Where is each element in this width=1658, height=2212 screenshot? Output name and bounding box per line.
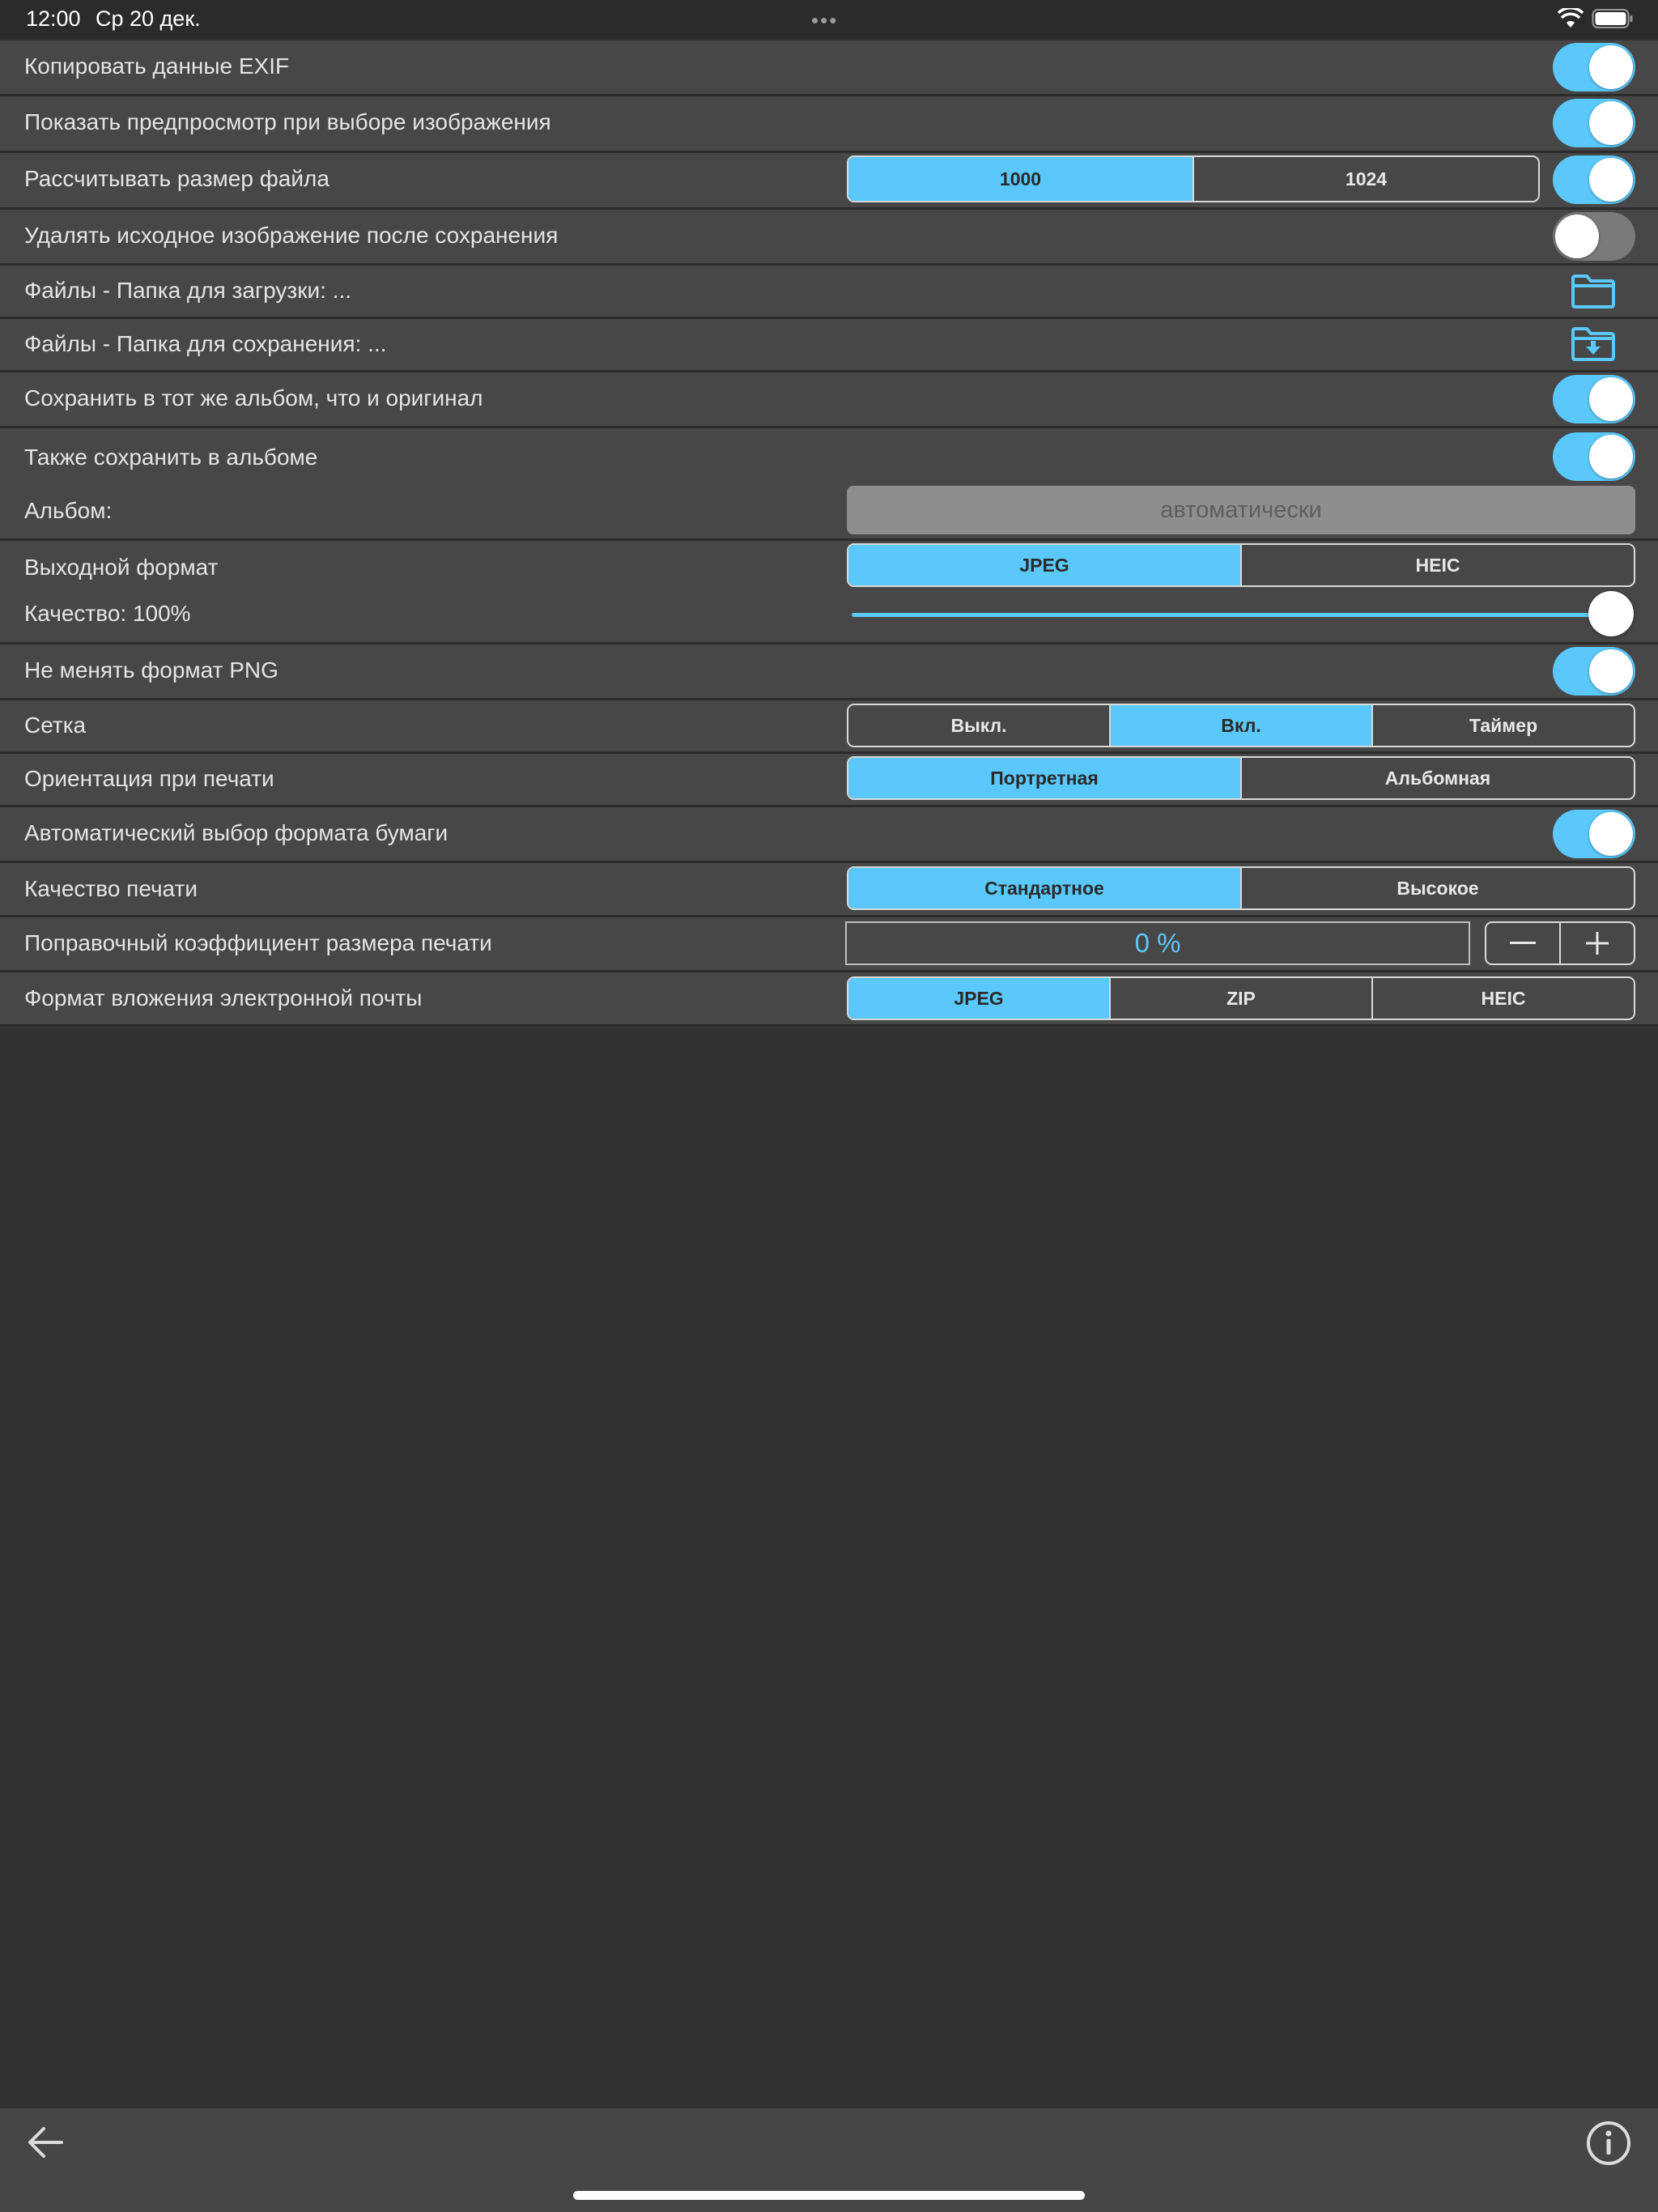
print-correction-stepper[interactable]	[1485, 921, 1635, 965]
segment-portrait[interactable]: Портретная	[848, 758, 1240, 798]
minus-icon	[1510, 942, 1536, 945]
auto-paper-label: Автоматический выбор формата бумаги	[24, 820, 449, 845]
album-field[interactable]: автоматически	[847, 486, 1635, 534]
segment-grid-off[interactable]: Выкл.	[950, 714, 1007, 736]
segment-grid-timer[interactable]: Таймер	[1371, 705, 1634, 746]
segment-jpeg[interactable]: JPEG	[848, 545, 1240, 585]
also-save-album-toggle[interactable]	[1553, 432, 1635, 481]
segment-standard[interactable]: Стандартное	[848, 868, 1240, 908]
row-save-folder	[0, 319, 1658, 370]
quality-slider-track[interactable]	[852, 613, 1605, 617]
wifi-icon	[1558, 8, 1584, 33]
row-output-format	[0, 541, 1658, 642]
save-same-album-label: Сохранить в тот же альбом, что и оригинал	[24, 385, 483, 410]
quality-slider-thumb[interactable]	[1588, 591, 1634, 636]
segment-email-zip[interactable]: ZIP	[1109, 978, 1371, 1019]
copy-exif-label: Копировать данные EXIF	[24, 53, 290, 79]
upload-folder-label: Файлы - Папка для загрузки: ...	[24, 278, 352, 303]
row-keep-png	[0, 644, 1658, 698]
email-format-label: Формат вложения электронной почты	[24, 985, 423, 1010]
calc-file-size-toggle[interactable]	[1553, 155, 1635, 204]
copy-exif-toggle[interactable]	[1553, 43, 1635, 91]
row-auto-paper	[0, 807, 1658, 861]
album-label: Альбом:	[24, 498, 113, 523]
stepper-plus-button[interactable]	[1559, 923, 1634, 963]
row-print-quality	[0, 863, 1658, 915]
battery-icon	[1592, 8, 1634, 33]
segment-grid-on[interactable]: Вкл.	[1109, 705, 1371, 746]
calc-file-size-label: Рассчитывать размер файла	[24, 166, 329, 191]
print-quality-segmented[interactable]	[847, 866, 1635, 910]
segment-1024[interactable]: 1024	[1192, 157, 1538, 201]
save-folder-label: Файлы - Папка для сохранения: ...	[24, 331, 387, 356]
stepper-minus-button[interactable]	[1486, 923, 1559, 963]
show-preview-toggle[interactable]	[1553, 99, 1635, 147]
folder-icon[interactable]	[1571, 274, 1616, 313]
print-correction-label: Поправочный коэффициент размера печати	[24, 930, 492, 955]
row-print-orientation	[0, 754, 1658, 805]
auto-paper-toggle[interactable]	[1553, 810, 1635, 858]
segment-heic[interactable]: HEIC	[1240, 545, 1634, 585]
print-quality-label: Качество печати	[24, 876, 198, 901]
also-save-album-label: Также сохранить в альбоме	[24, 445, 318, 470]
print-correction-field[interactable]: 0 %	[845, 921, 1470, 965]
row-copy-exif	[0, 40, 1658, 94]
plus-icon	[1586, 932, 1609, 955]
segment-landscape[interactable]: Альбомная	[1240, 758, 1634, 798]
show-preview-label: Показать предпросмотр при выборе изображения	[24, 109, 551, 134]
status-bar	[0, 0, 1658, 39]
grid-label: Сетка	[24, 713, 87, 738]
row-upload-folder	[0, 266, 1658, 317]
file-size-segmented[interactable]	[847, 155, 1540, 202]
home-indicator	[573, 2191, 1085, 2200]
segment-email-heic[interactable]: HEIC	[1371, 978, 1634, 1019]
keep-png-toggle[interactable]	[1553, 647, 1635, 696]
save-same-album-toggle[interactable]	[1553, 375, 1635, 423]
email-format-segmented[interactable]	[847, 976, 1635, 1020]
multitasking-dots[interactable]: •••	[811, 8, 839, 32]
row-save-same-album	[0, 372, 1658, 426]
segment-email-jpeg[interactable]: JPEG	[848, 978, 1109, 1019]
print-orientation-label: Ориентация при печати	[24, 766, 274, 791]
output-format-label: Выходной формат	[24, 555, 219, 580]
arrow-left-icon[interactable]	[24, 2121, 66, 2167]
row-show-preview	[0, 96, 1658, 151]
segment-high[interactable]: Высокое	[1240, 868, 1634, 908]
folder-download-icon[interactable]	[1571, 326, 1616, 366]
print-orientation-segmented[interactable]	[847, 756, 1635, 800]
status-time: 12:00	[26, 6, 81, 31]
status-date: Ср 20 дек.	[96, 6, 201, 31]
info-icon[interactable]	[1585, 2120, 1632, 2171]
row-grid	[0, 700, 1658, 751]
output-format-segmented[interactable]	[847, 543, 1635, 587]
delete-original-toggle[interactable]	[1553, 212, 1635, 261]
quality-label: Качество: 100%	[24, 601, 191, 626]
delete-original-label: Удалять исходное изображение после сохранения	[24, 223, 559, 248]
grid-segmented[interactable]	[847, 704, 1635, 747]
keep-png-label: Не менять формат PNG	[24, 657, 278, 683]
row-calc-file-size	[0, 153, 1658, 207]
row-email-format	[0, 972, 1658, 1024]
segment-1000[interactable]: 1000	[848, 157, 1192, 201]
divider	[0, 1024, 1658, 1026]
row-delete-original	[0, 210, 1658, 263]
